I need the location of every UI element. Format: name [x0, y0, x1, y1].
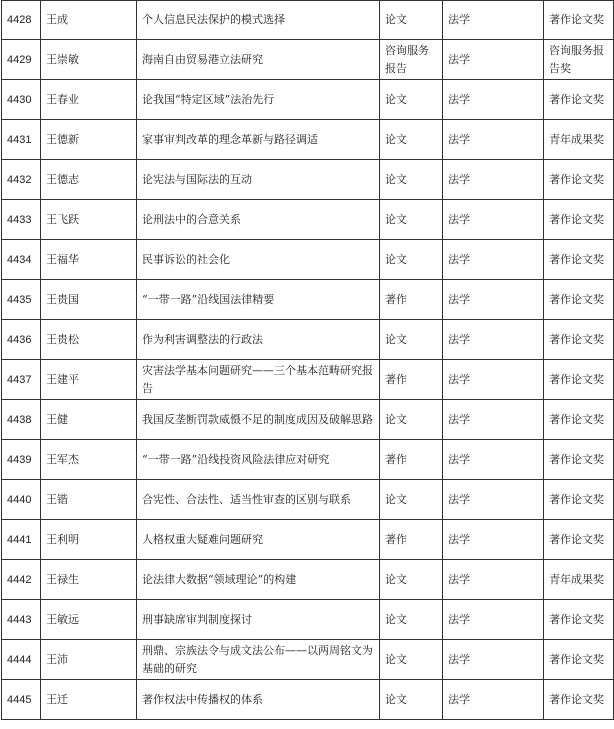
- cell-author: 王德新: [41, 120, 137, 160]
- cell-title: 刑事缺席审判制度探讨: [137, 600, 380, 640]
- cell-title: 人格权重大疑难问题研究: [137, 520, 380, 560]
- cell-author: 王崇敏: [41, 40, 137, 80]
- table-row: [2, 440, 614, 480]
- table-body: [2, 1, 614, 720]
- table-row: [2, 360, 614, 400]
- cell-award: 著作论文奖: [544, 240, 614, 280]
- cell-title: 我国反垄断罚款威慑不足的制度成因及破解思路: [137, 400, 380, 440]
- cell-number: 4434: [2, 240, 41, 280]
- table-row: [2, 1, 614, 40]
- cell-field: 法学: [443, 320, 544, 360]
- cell-title: 灾害法学基本问题研究——三个基本范畴研究报告: [137, 360, 380, 400]
- cell-type: 论文: [380, 320, 443, 360]
- cell-field: 法学: [443, 400, 544, 440]
- cell-number: 4431: [2, 120, 41, 160]
- cell-author: 王德志: [41, 160, 137, 200]
- cell-author: 王禄生: [41, 560, 137, 600]
- cell-type: 论文: [380, 240, 443, 280]
- cell-number: 4430: [2, 80, 41, 120]
- cell-title: “一带一路”沿线投资风险法律应对研究: [137, 440, 380, 480]
- cell-author: 王贵松: [41, 320, 137, 360]
- cell-title: 作为利害调整法的行政法: [137, 320, 380, 360]
- cell-type: 著作: [380, 360, 443, 400]
- cell-title: “一带一路”沿线国法律精要: [137, 280, 380, 320]
- cell-author: 王军杰: [41, 440, 137, 480]
- cell-author: 王敏远: [41, 600, 137, 640]
- cell-number: 4439: [2, 440, 41, 480]
- cell-type: 论文: [380, 600, 443, 640]
- cell-number: 4435: [2, 280, 41, 320]
- cell-number: 4432: [2, 160, 41, 200]
- cell-type: 著作: [380, 520, 443, 560]
- cell-type: 论文: [380, 200, 443, 240]
- table-row: [2, 520, 614, 560]
- cell-number: 4433: [2, 200, 41, 240]
- cell-field: 法学: [443, 680, 544, 720]
- cell-author: 王春业: [41, 80, 137, 120]
- cell-author: 王沛: [41, 640, 137, 680]
- cell-author: 王锴: [41, 480, 137, 520]
- cell-field: 法学: [443, 600, 544, 640]
- cell-type: 著作: [380, 440, 443, 480]
- cell-award: 著作论文奖: [544, 80, 614, 120]
- cell-author: 王福华: [41, 240, 137, 280]
- cell-type: 论文: [380, 80, 443, 120]
- cell-field: 法学: [443, 240, 544, 280]
- cell-author: 王建平: [41, 360, 137, 400]
- cell-award: 著作论文奖: [544, 400, 614, 440]
- table-row: [2, 240, 614, 280]
- cell-title: 海南自由贸易港立法研究: [137, 40, 380, 80]
- cell-field: 法学: [443, 280, 544, 320]
- cell-award: 著作论文奖: [544, 680, 614, 720]
- cell-title: 刑鼎、宗族法令与成文法公布——以两周铭文为基础的研究: [137, 640, 380, 680]
- cell-field: 法学: [443, 440, 544, 480]
- cell-title: 论法律大数据“领域理论”的构建: [137, 560, 380, 600]
- cell-field: 法学: [443, 120, 544, 160]
- table-row: [2, 40, 614, 80]
- cell-award: 著作论文奖: [544, 280, 614, 320]
- table-row: [2, 480, 614, 520]
- cell-award: 咨询服务报告奖: [544, 40, 614, 80]
- cell-number: 4443: [2, 600, 41, 640]
- cell-award: 著作论文奖: [544, 320, 614, 360]
- cell-field: 法学: [443, 360, 544, 400]
- table-row: [2, 560, 614, 600]
- cell-type: 咨询服务报告: [380, 40, 443, 80]
- cell-field: 法学: [443, 80, 544, 120]
- cell-title: 个人信息民法保护的模式选择: [137, 1, 380, 40]
- cell-title: 民事诉讼的社会化: [137, 240, 380, 280]
- cell-title: 论我国“特定区域”法治先行: [137, 80, 380, 120]
- cell-type: 论文: [380, 680, 443, 720]
- cell-number: 4436: [2, 320, 41, 360]
- cell-number: 4444: [2, 640, 41, 680]
- cell-field: 法学: [443, 1, 544, 40]
- cell-type: 论文: [380, 1, 443, 40]
- cell-title: 家事审判改革的理念革新与路径调适: [137, 120, 380, 160]
- table-row: [2, 600, 614, 640]
- cell-award: 青年成果奖: [544, 120, 614, 160]
- award-table: [1, 0, 614, 720]
- table-row: [2, 120, 614, 160]
- cell-award: 著作论文奖: [544, 1, 614, 40]
- cell-number: 4442: [2, 560, 41, 600]
- cell-field: 法学: [443, 160, 544, 200]
- table-row: [2, 640, 614, 680]
- cell-title: 论刑法中的合意关系: [137, 200, 380, 240]
- cell-type: 论文: [380, 120, 443, 160]
- cell-field: 法学: [443, 520, 544, 560]
- cell-number: 4429: [2, 40, 41, 80]
- table-row: [2, 400, 614, 440]
- table-row: [2, 200, 614, 240]
- cell-field: 法学: [443, 640, 544, 680]
- cell-award: 著作论文奖: [544, 360, 614, 400]
- cell-number: 4441: [2, 520, 41, 560]
- cell-number: 4437: [2, 360, 41, 400]
- cell-award: 青年成果奖: [544, 560, 614, 600]
- cell-author: 王利明: [41, 520, 137, 560]
- cell-type: 论文: [380, 640, 443, 680]
- cell-number: 4440: [2, 480, 41, 520]
- cell-field: 法学: [443, 480, 544, 520]
- table-row: [2, 280, 614, 320]
- cell-number: 4445: [2, 680, 41, 720]
- cell-title: 论宪法与国际法的互动: [137, 160, 380, 200]
- cell-award: 著作论文奖: [544, 640, 614, 680]
- cell-type: 论文: [380, 400, 443, 440]
- cell-field: 法学: [443, 560, 544, 600]
- cell-author: 王健: [41, 400, 137, 440]
- cell-award: 著作论文奖: [544, 200, 614, 240]
- cell-award: 著作论文奖: [544, 440, 614, 480]
- cell-award: 著作论文奖: [544, 520, 614, 560]
- table-row: [2, 80, 614, 120]
- cell-number: 4428: [2, 1, 41, 40]
- cell-award: 著作论文奖: [544, 600, 614, 640]
- cell-field: 法学: [443, 40, 544, 80]
- table-row: [2, 320, 614, 360]
- cell-number: 4438: [2, 400, 41, 440]
- cell-author: 王贵国: [41, 280, 137, 320]
- cell-type: 著作: [380, 280, 443, 320]
- cell-type: 论文: [380, 560, 443, 600]
- cell-title: 著作权法中传播权的体系: [137, 680, 380, 720]
- cell-title: 合宪性、合法性、适当性审查的区别与联系: [137, 480, 380, 520]
- table-row: [2, 160, 614, 200]
- cell-field: 法学: [443, 200, 544, 240]
- cell-type: 论文: [380, 160, 443, 200]
- cell-author: 王飞跃: [41, 200, 137, 240]
- cell-author: 王成: [41, 1, 137, 40]
- cell-award: 著作论文奖: [544, 160, 614, 200]
- cell-type: 论文: [380, 480, 443, 520]
- cell-author: 王迁: [41, 680, 137, 720]
- table-row: [2, 680, 614, 720]
- cell-award: 著作论文奖: [544, 480, 614, 520]
